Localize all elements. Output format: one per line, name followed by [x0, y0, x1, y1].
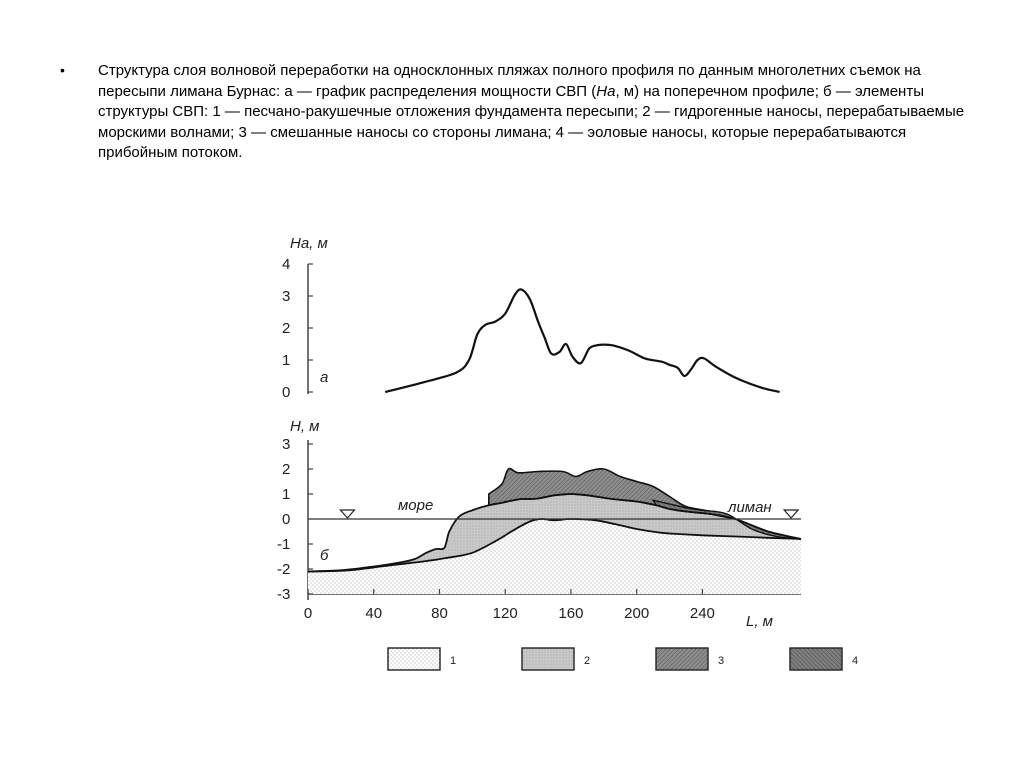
legend-label-2: 2	[584, 655, 591, 667]
panel-b-y-tick-label: -2	[277, 561, 291, 578]
legend-swatch-2	[522, 648, 574, 670]
panel-b	[277, 418, 801, 630]
figure-caption	[98, 61, 970, 164]
panel-a-y-tick-label: 1	[282, 352, 291, 369]
panel-b-y-tick-label: 3	[282, 436, 291, 453]
caption-text-1: Структура слоя волновой переработки на односклонных пляжах полного профиля по данным многолетних съемок на пересыпи лимана Бурнас: а — график распределения мощности СВП (	[98, 62, 921, 100]
bullet: •	[60, 62, 65, 78]
panel-b-x-tick-label: 120	[492, 605, 518, 622]
panel-a-y-label: Ha, м	[290, 235, 328, 252]
sea-label: море	[398, 497, 434, 514]
panel-b-x-tick-label: 40	[365, 605, 383, 622]
liman-label: лиман	[728, 499, 772, 516]
panel-b-x-tick-label: 160	[558, 605, 584, 622]
panel-b-y-tick-label: 1	[282, 486, 291, 503]
panel-b-label: б	[320, 547, 329, 564]
legend	[388, 648, 858, 670]
panel-b-x-tick-label: 240	[689, 605, 715, 622]
panel-a-label: а	[320, 369, 329, 386]
panel-b-y-label: H, м	[290, 418, 320, 435]
panel-b-y-tick-label: -3	[277, 586, 291, 603]
panel-a-y-tick-label: 4	[282, 256, 291, 273]
panel-b-x-label: L, м	[746, 613, 773, 630]
legend-swatch-1	[388, 648, 440, 670]
panel-a-y-tick-label: 3	[282, 288, 291, 305]
panel-b-areas	[308, 469, 801, 594]
sea-level-marker-icon	[340, 510, 354, 518]
caption-text-2: , м) на поперечном профиле; б — элементы структуры СВП: 1 — песчано-ракушечные отложения фундамента пересыпи; 2 — гидрогенные наносы, перерабатываемые морскими волнами; 3 — смешанные наносы со стороны лимана; 4 — эоловые наносы, которые перерабатываются прибойным потоком.	[98, 82, 965, 161]
panel-b-y-tick-label: 0	[282, 511, 291, 528]
panel-b-y-tick-label: 2	[282, 461, 291, 478]
legend-swatch-4	[790, 648, 842, 670]
panel-b-x-tick-label: 200	[624, 605, 650, 622]
panel-b-x-tick-label: 80	[431, 605, 448, 622]
legend-label-3: 3	[718, 655, 725, 667]
liman-level-marker-icon	[784, 510, 798, 518]
panel-a	[282, 235, 780, 401]
panel-a-curve	[385, 289, 779, 392]
legend-swatch-3	[656, 648, 708, 670]
panel-a-y-tick-label: 0	[282, 384, 291, 401]
panel-b-x-tick-label: 0	[303, 605, 313, 622]
figure	[268, 228, 859, 680]
legend-label-1: 1	[450, 655, 457, 667]
caption-italic: Ha	[596, 82, 616, 100]
legend-label-4: 4	[852, 655, 859, 667]
panel-a-y-tick-label: 2	[282, 320, 291, 337]
panel-b-y-tick-label: -1	[277, 536, 291, 553]
